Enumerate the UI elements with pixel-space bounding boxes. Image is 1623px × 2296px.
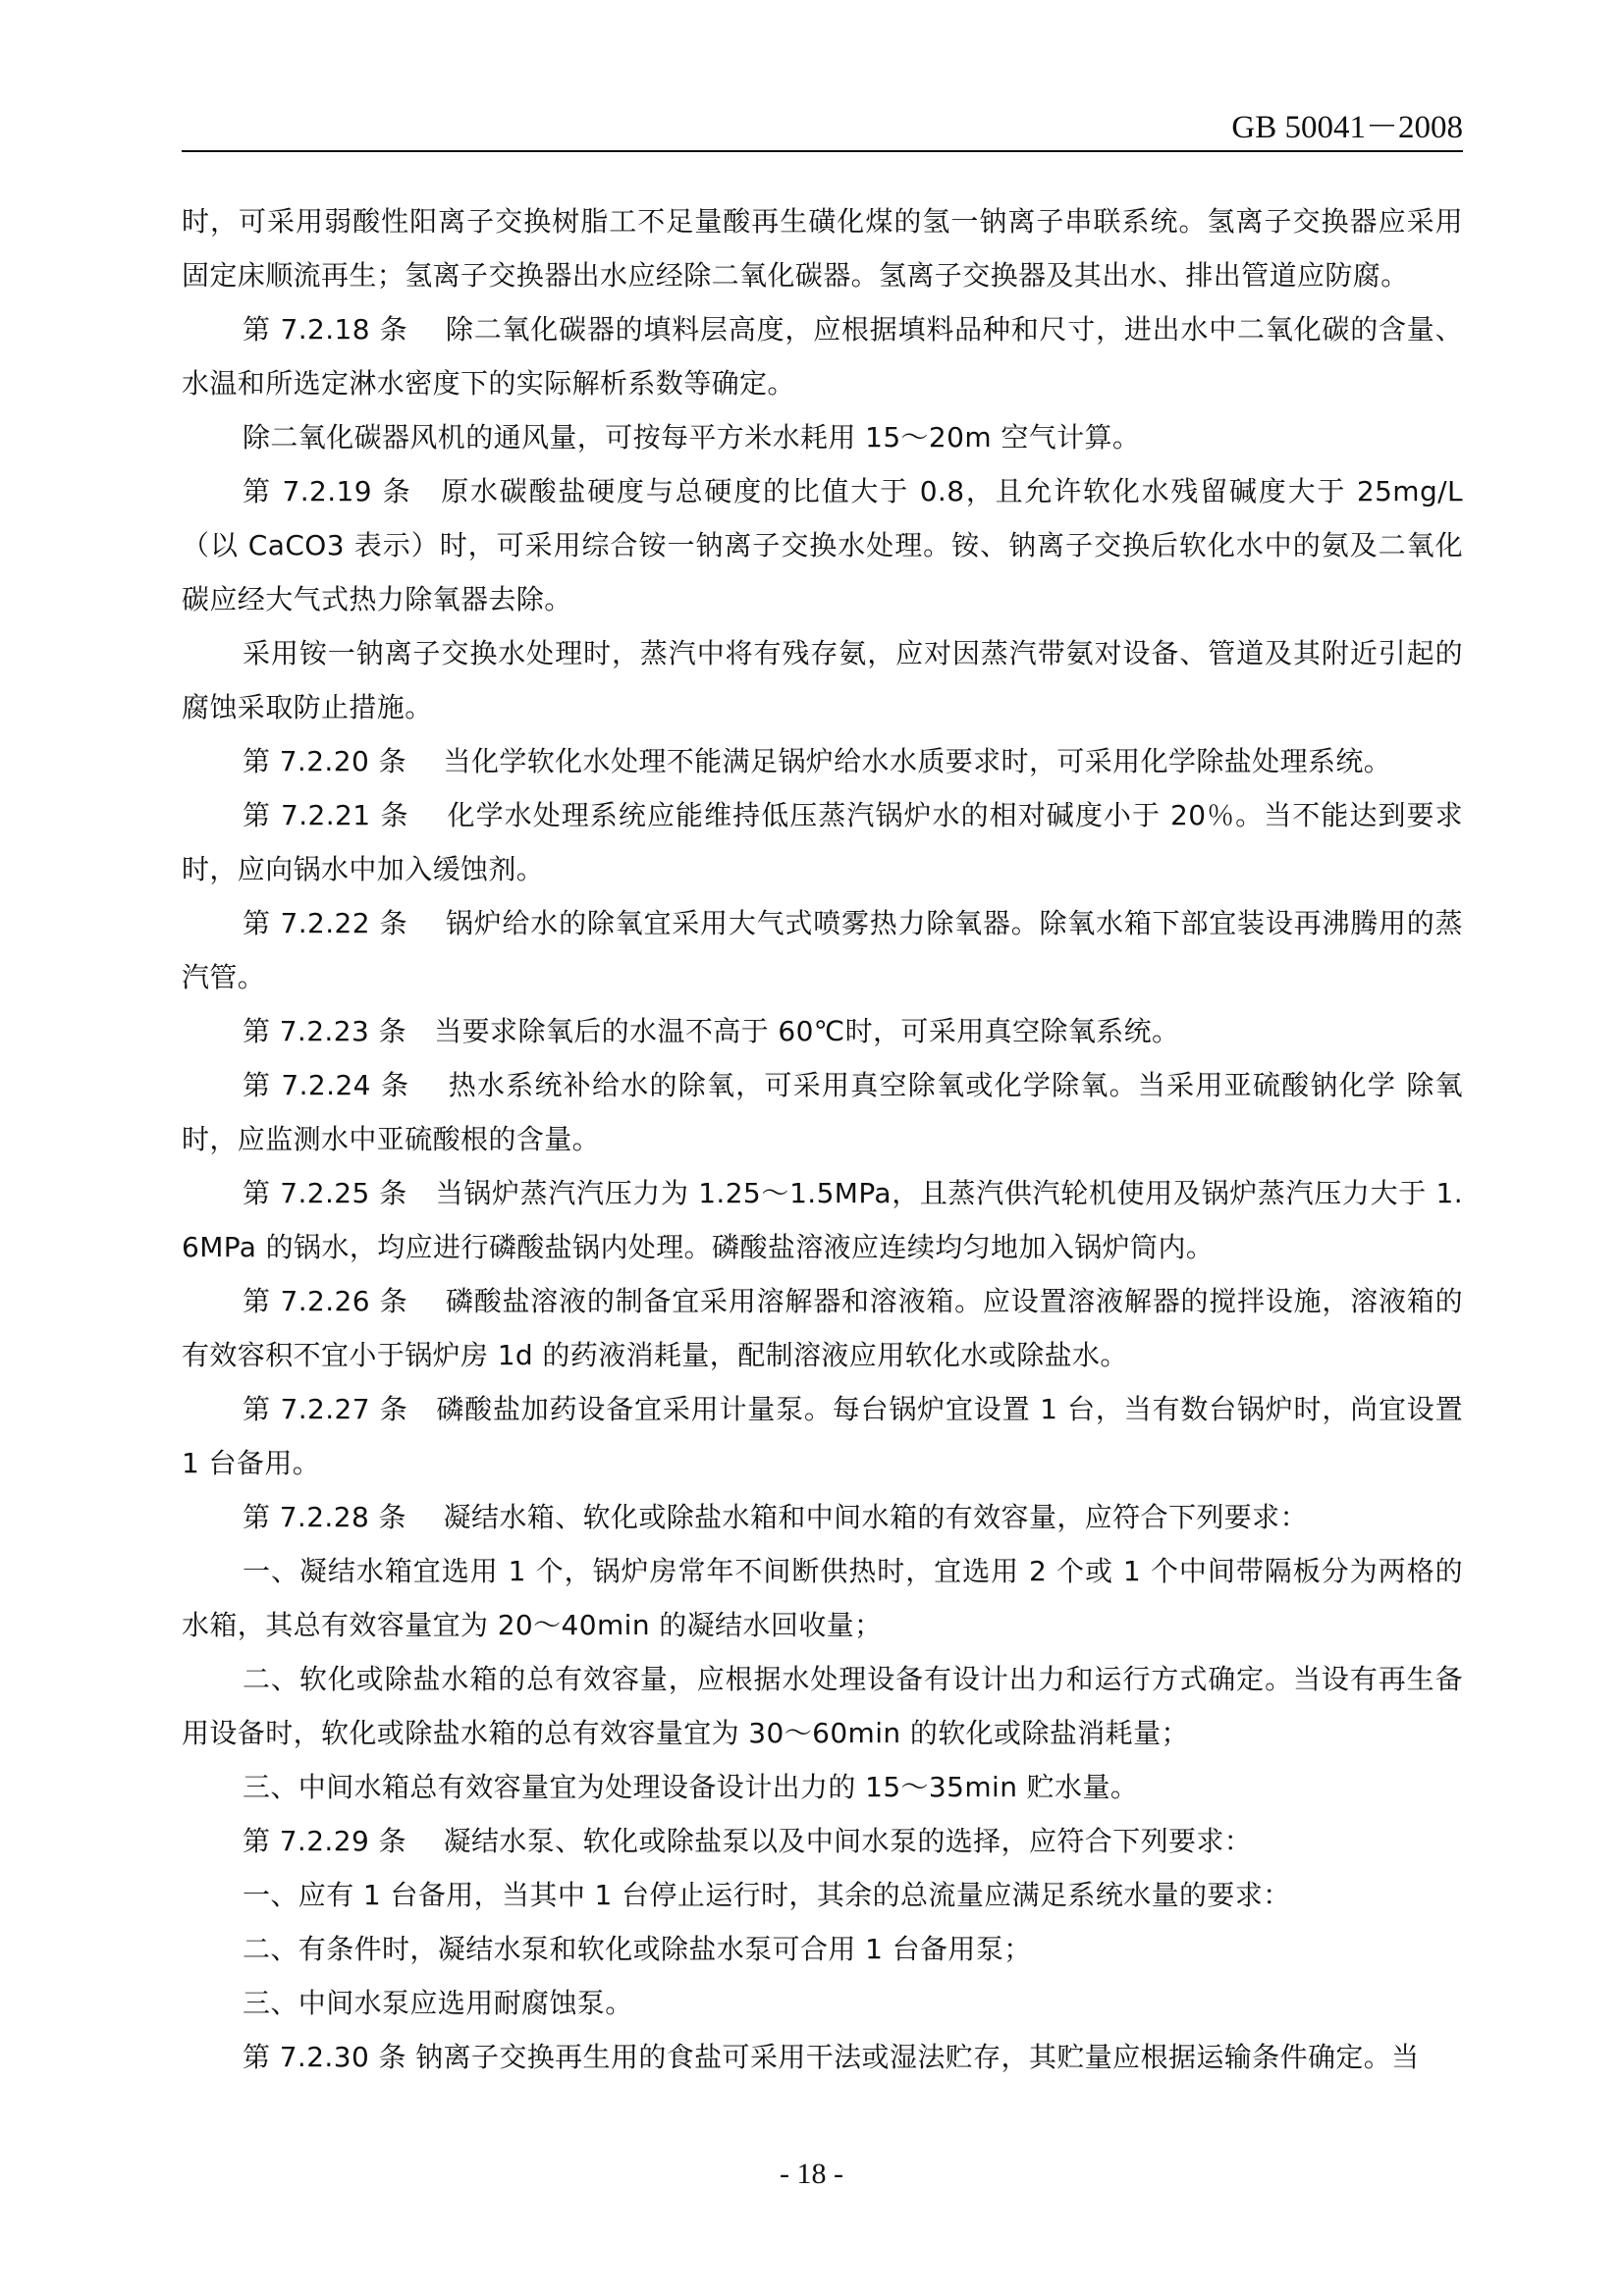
paragraph: 第 7.2.29 条 凝结水泵、软化或除盐泵以及中间水泵的选择，应符合下列要求：: [243, 1825, 1253, 1857]
paragraph: 第 7.2.18 条 除二氧化碳器的填料层高度，应根据填料品种和尺寸，进出水中二氧化碳的含量、水温和所选定淋水密度下的实际解析系数等确定。: [182, 313, 1463, 400]
paragraph: 第 7.2.30 条 钠离子交换再生用的食盐可采用干法或湿法贮存，其贮量应根据运输条件确定。当: [243, 2041, 1420, 2073]
paragraph: 第 7.2.27 条 磷酸盐加药设备宜采用计量泵。每台锅炉宜设置 1 台，当有数台锅炉时，尚宜设置 1 台备用。: [182, 1393, 1463, 1479]
document-body: [182, 194, 1463, 2084]
paragraph: 一、应有 1 台备用，当其中 1 台停止运行时，其余的总流量应满足系统水量的要求：: [243, 1879, 1291, 1911]
paragraph: 第 7.2.22 条 锅炉给水的除氧宜采用大气式喷雾热力除氧器。除氧水箱下部宜装设再沸腾用的蒸汽管。: [182, 907, 1463, 993]
paragraph: 除二氧化碳器风机的通风量，可按每平方米水耗用 15～20m 空气计算。: [243, 421, 1141, 454]
page-footer: [0, 2158, 1623, 2191]
paragraph: 第 7.2.20 条 当化学软化水处理不能满足锅炉给水水质要求时，可采用化学除盐处理系统。: [243, 745, 1392, 777]
standard-code: GB 50041－2008: [1231, 110, 1463, 145]
paragraph: 第 7.2.26 条 磷酸盐溶液的制备宜采用溶解器和溶液箱。应设置溶液解器的搅拌设施，溶液箱的有效容积不宜小于锅炉房 1d 的药液消耗量，配制溶液应用软化水或除盐水。: [182, 1285, 1463, 1371]
page-header: [182, 106, 1463, 152]
paragraph: 二、有条件时，凝结水泵和软化或除盐水泵可合用 1 台备用泵；: [243, 1933, 1032, 1965]
paragraph: 第 7.2.19 条 原水碳酸盐硬度与总硬度的比值大于 0.8，且允许软化水残留碱度大于 25mg/L（以 CaCO3 表示）时，可采用综合铵一钠离子交换水处理。铵、钠离子交换后软化水中的氨及二氧化碳应经大气式热力除氧器去除。: [182, 475, 1463, 615]
paragraph: 第 7.2.21 条 化学水处理系统应能维持低压蒸汽锅炉水的相对碱度小于 20％。当不能达到要求时，应向锅水中加入缓蚀剂。: [182, 799, 1463, 885]
paragraph: 第 7.2.23 条 当要求除氧后的水温不高于 60℃时，可采用真空除氧系统。: [243, 1015, 1180, 1047]
paragraph: 二、软化或除盐水箱的总有效容量，应根据水处理设备有设计出力和运行方式确定。当设有再生备用设备时，软化或除盐水箱的总有效容量宜为 30～60min 的软化或除盐消耗量；: [182, 1663, 1463, 1749]
paragraph: 采用铵一钠离子交换水处理时，蒸汽中将有残存氨，应对因蒸汽带氨对设备、管道及其附近引起的腐蚀采取防止措施。: [182, 637, 1463, 723]
paragraph: 第 7.2.24 条 热水系统补给水的除氧，可采用真空除氧或化学除氧。当采用亚硫酸钠化学 除氧时，应监测水中亚硫酸根的含量。: [182, 1069, 1463, 1155]
paragraph: 第 7.2.25 条 当锅炉蒸汽汽压力为 1.25～1.5MPa，且蒸汽供汽轮机使用及锅炉蒸汽压力大于 1.6MPa 的锅水，均应进行磷酸盐锅内处理。磷酸盐溶液应连续均匀地加入锅炉筒内。: [182, 1177, 1463, 1263]
paragraph: 三、中间水泵应选用耐腐蚀泵。: [243, 1987, 633, 2019]
page-number: - 18 -: [780, 2158, 843, 2190]
paragraph: 第 7.2.28 条 凝结水箱、软化或除盐水箱和中间水箱的有效容量，应符合下列要求：: [243, 1501, 1308, 1533]
paragraph: 时，可采用弱酸性阳离子交换树脂工不足量酸再生磺化煤的氢一钠离子串联系统。氢离子交换器应采用固定床顺流再生；氢离子交换器出水应经除二氧化碳器。氢离子交换器及其出水、排出管道应防腐。: [182, 205, 1463, 292]
paragraph: 三、中间水箱总有效容量宜为处理设备设计出力的 15～35min 贮水量。: [243, 1771, 1139, 1803]
paragraph: 一、凝结水箱宜选用 1 个，锅炉房常年不间断供热时，宜选用 2 个或 1 个中间带隔板分为两格的水箱，其总有效容量宜为 20～40min 的凝结水回收量；: [182, 1555, 1463, 1641]
